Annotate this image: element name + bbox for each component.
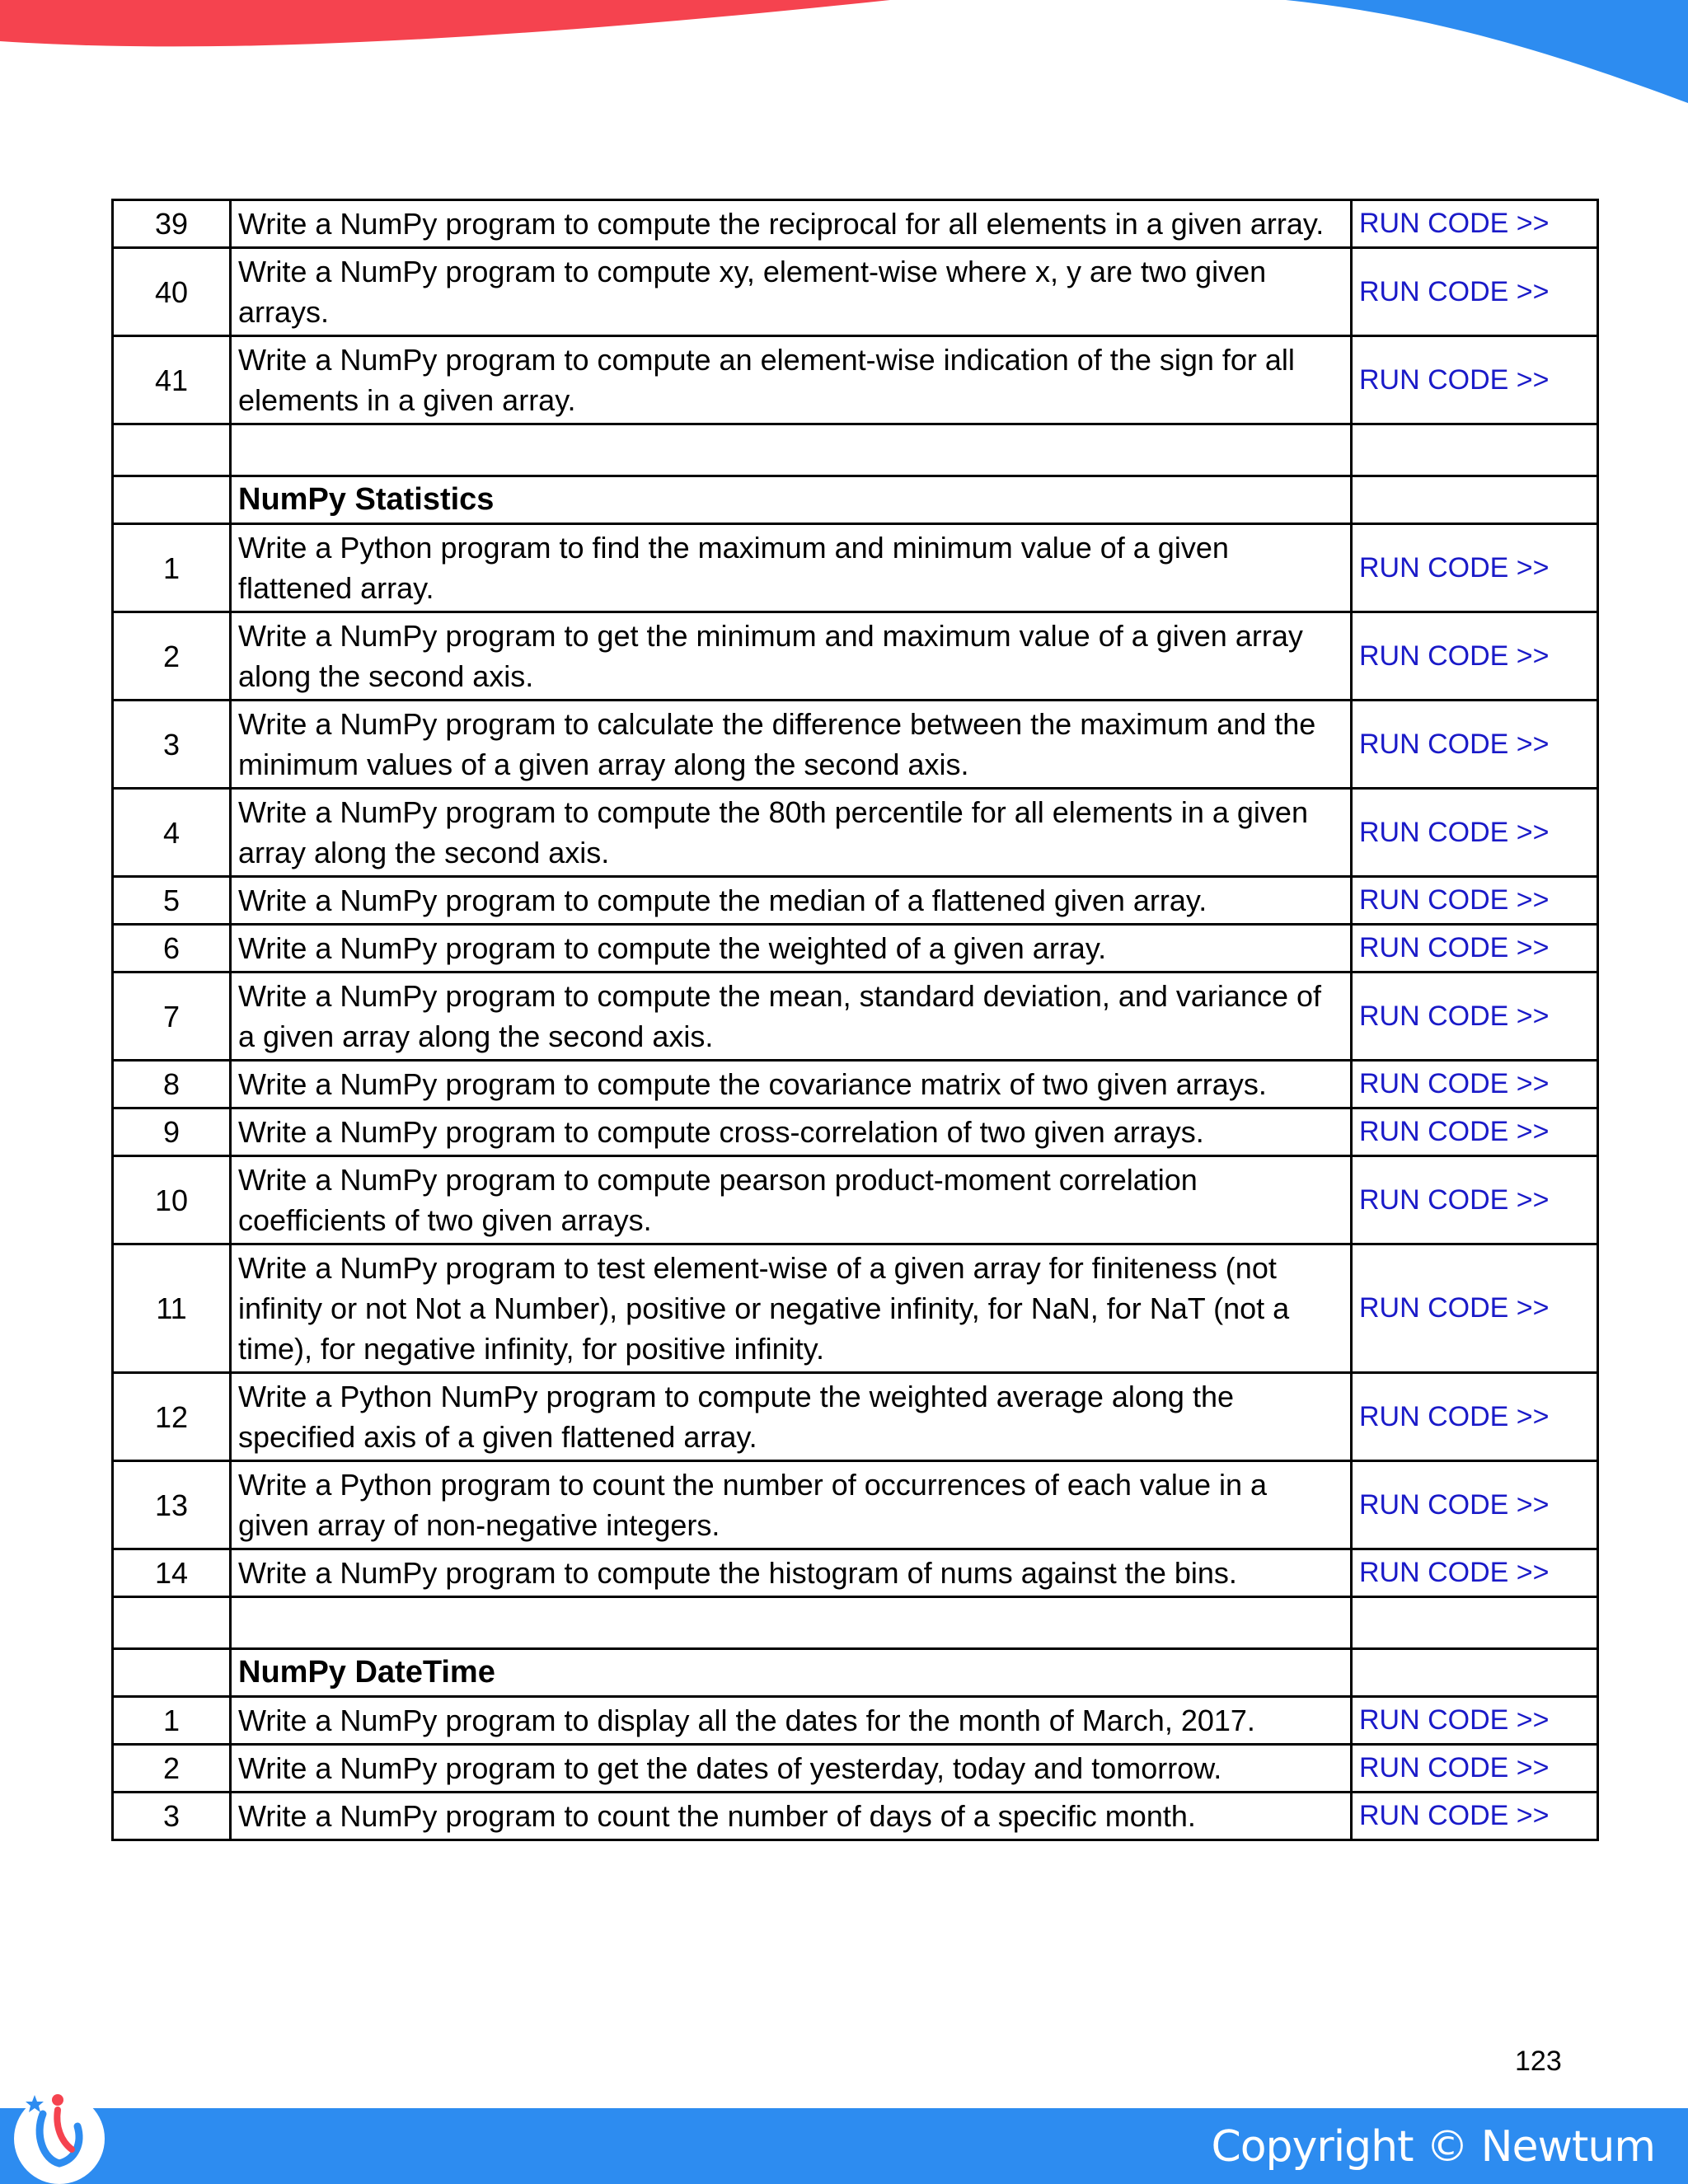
empty-cell xyxy=(113,476,231,524)
run-code-cell xyxy=(1352,524,1598,612)
exercise-number: 10 xyxy=(113,1156,231,1244)
exercise-description: Write a NumPy program to compute xy, element-wise where x, y are two given arrays. xyxy=(231,248,1352,336)
run-code-cell xyxy=(1352,972,1598,1061)
exercise-row xyxy=(113,1108,1598,1156)
empty-cell xyxy=(1352,1597,1598,1649)
run-code-cell xyxy=(1352,1061,1598,1108)
run-code-link[interactable]: RUN CODE >> xyxy=(1359,1068,1550,1099)
run-code-cell xyxy=(1352,1461,1598,1549)
run-code-cell xyxy=(1352,200,1598,248)
exercise-row xyxy=(113,1549,1598,1597)
exercise-number: 40 xyxy=(113,248,231,336)
run-code-link[interactable]: RUN CODE >> xyxy=(1359,1400,1550,1432)
exercise-number: 12 xyxy=(113,1373,231,1461)
exercise-row xyxy=(113,972,1598,1061)
run-code-link[interactable]: RUN CODE >> xyxy=(1359,208,1550,239)
exercise-description: Write a Python program to count the number of occurrences of each value in a given array of non-negative integers. xyxy=(231,1461,1352,1549)
empty-cell xyxy=(113,1649,231,1697)
exercise-description: Write a NumPy program to compute an element-wise indication of the sign for all elements in a given array. xyxy=(231,336,1352,424)
exercise-number: 2 xyxy=(113,612,231,701)
exercise-number: 7 xyxy=(113,972,231,1061)
exercise-row xyxy=(113,336,1598,424)
blank-row xyxy=(113,1597,1598,1649)
empty-cell xyxy=(113,424,231,476)
exercise-number: 14 xyxy=(113,1549,231,1597)
exercise-description: Write a NumPy program to compute the median of a flattened given array. xyxy=(231,877,1352,925)
exercise-row xyxy=(113,701,1598,789)
exercise-number: 3 xyxy=(113,1793,231,1840)
run-code-cell xyxy=(1352,1373,1598,1461)
run-code-link[interactable]: RUN CODE >> xyxy=(1359,1752,1550,1783)
run-code-cell xyxy=(1352,925,1598,972)
run-code-link[interactable]: RUN CODE >> xyxy=(1359,1116,1550,1147)
run-code-cell xyxy=(1352,701,1598,789)
exercise-row xyxy=(113,200,1598,248)
exercise-row xyxy=(113,1061,1598,1108)
empty-cell xyxy=(1352,476,1598,524)
run-code-cell xyxy=(1352,877,1598,925)
run-code-cell xyxy=(1352,1745,1598,1793)
copyright-text: Copyright © Newtum xyxy=(1211,2122,1655,2172)
run-code-link[interactable]: RUN CODE >> xyxy=(1359,728,1550,760)
run-code-link[interactable]: RUN CODE >> xyxy=(1359,1000,1550,1032)
exercise-description: Write a NumPy program to display all the dates for the month of March, 2017. xyxy=(231,1697,1352,1745)
exercise-number: 3 xyxy=(113,701,231,789)
exercise-description: Write a Python NumPy program to compute the weighted average along the specified axis of a given flattened array. xyxy=(231,1373,1352,1461)
run-code-link[interactable]: RUN CODE >> xyxy=(1359,640,1550,672)
exercise-number: 2 xyxy=(113,1745,231,1793)
section-title: NumPy DateTime xyxy=(231,1649,1352,1697)
exercise-number: 39 xyxy=(113,200,231,248)
run-code-cell xyxy=(1352,1793,1598,1840)
exercise-row xyxy=(113,612,1598,701)
run-code-link[interactable]: RUN CODE >> xyxy=(1359,1292,1550,1324)
run-code-link[interactable]: RUN CODE >> xyxy=(1359,884,1550,916)
exercise-description: Write a NumPy program to get the dates of yesterday, today and tomorrow. xyxy=(231,1745,1352,1793)
page-number: 123 xyxy=(1515,2046,1562,2077)
run-code-cell xyxy=(1352,1549,1598,1597)
run-code-link[interactable]: RUN CODE >> xyxy=(1359,1557,1550,1588)
exercise-number: 1 xyxy=(113,1697,231,1745)
exercise-number: 9 xyxy=(113,1108,231,1156)
section-header-row xyxy=(113,1649,1598,1697)
exercise-description: Write a Python program to find the maximum and minimum value of a given flattened array. xyxy=(231,524,1352,612)
run-code-link[interactable]: RUN CODE >> xyxy=(1359,551,1550,583)
exercise-number: 11 xyxy=(113,1244,231,1373)
exercise-number: 8 xyxy=(113,1061,231,1108)
run-code-link[interactable]: RUN CODE >> xyxy=(1359,363,1550,396)
run-code-cell xyxy=(1352,336,1598,424)
exercise-number: 4 xyxy=(113,789,231,877)
exercise-description: Write a NumPy program to compute the mean, standard deviation, and variance of a given array along the second axis. xyxy=(231,972,1352,1061)
blank-row xyxy=(113,424,1598,476)
run-code-cell xyxy=(1352,1697,1598,1745)
exercise-row xyxy=(113,1461,1598,1549)
exercise-row xyxy=(113,789,1598,877)
run-code-cell xyxy=(1352,612,1598,701)
run-code-link[interactable]: RUN CODE >> xyxy=(1359,932,1550,963)
exercise-row xyxy=(113,248,1598,336)
newtum-logo-icon xyxy=(10,2077,125,2184)
exercise-row xyxy=(113,1697,1598,1745)
empty-cell xyxy=(113,1597,231,1649)
exercise-description: Write a NumPy program to compute pearson product-moment correlation coefficients of two given arrays. xyxy=(231,1156,1352,1244)
top-decorative-wave xyxy=(0,0,1688,115)
exercise-description: Write a NumPy program to compute the reciprocal for all elements in a given array. xyxy=(231,200,1352,248)
exercise-description: Write a NumPy program to compute the weighted of a given array. xyxy=(231,925,1352,972)
exercise-number: 5 xyxy=(113,877,231,925)
exercise-table xyxy=(111,199,1599,1841)
empty-cell xyxy=(231,1597,1352,1649)
run-code-cell xyxy=(1352,248,1598,336)
exercise-number: 13 xyxy=(113,1461,231,1549)
exercise-row xyxy=(113,1244,1598,1373)
exercise-description: Write a NumPy program to count the number of days of a specific month. xyxy=(231,1793,1352,1840)
exercise-row xyxy=(113,524,1598,612)
exercise-row xyxy=(113,1745,1598,1793)
exercise-row xyxy=(113,925,1598,972)
run-code-cell xyxy=(1352,789,1598,877)
empty-cell xyxy=(1352,424,1598,476)
run-code-link[interactable]: RUN CODE >> xyxy=(1359,1183,1550,1216)
run-code-link[interactable]: RUN CODE >> xyxy=(1359,1704,1550,1736)
run-code-link[interactable]: RUN CODE >> xyxy=(1359,275,1550,307)
run-code-link[interactable]: RUN CODE >> xyxy=(1359,1488,1550,1521)
exercise-description: Write a NumPy program to compute the histogram of nums against the bins. xyxy=(231,1549,1352,1597)
exercise-row xyxy=(113,877,1598,925)
exercise-number: 6 xyxy=(113,925,231,972)
run-code-cell xyxy=(1352,1156,1598,1244)
run-code-link[interactable]: RUN CODE >> xyxy=(1359,1800,1550,1831)
run-code-cell xyxy=(1352,1244,1598,1373)
section-header-row xyxy=(113,476,1598,524)
exercise-description: Write a NumPy program to get the minimum and maximum value of a given array along the second axis. xyxy=(231,612,1352,701)
exercise-row xyxy=(113,1156,1598,1244)
empty-cell xyxy=(1352,1649,1598,1697)
exercise-number: 41 xyxy=(113,336,231,424)
exercise-description: Write a NumPy program to compute cross-correlation of two given arrays. xyxy=(231,1108,1352,1156)
empty-cell xyxy=(231,424,1352,476)
exercise-row xyxy=(113,1793,1598,1840)
run-code-cell xyxy=(1352,1108,1598,1156)
exercise-description: Write a NumPy program to calculate the difference between the maximum and the minimum values of a given array along the second axis. xyxy=(231,701,1352,789)
run-code-link[interactable]: RUN CODE >> xyxy=(1359,816,1550,848)
exercise-description: Write a NumPy program to compute the covariance matrix of two given arrays. xyxy=(231,1061,1352,1108)
exercise-row xyxy=(113,1373,1598,1461)
exercise-description: Write a NumPy program to compute the 80th percentile for all elements in a given array along the second axis. xyxy=(231,789,1352,877)
section-title: NumPy Statistics xyxy=(231,476,1352,524)
exercise-description: Write a NumPy program to test element-wise of a given array for finiteness (not infinity or not Not a Number), positive or negative infinity, for NaN, for NaT (not a time), for negative infinity, for positive infinity. xyxy=(231,1244,1352,1373)
exercise-number: 1 xyxy=(113,524,231,612)
